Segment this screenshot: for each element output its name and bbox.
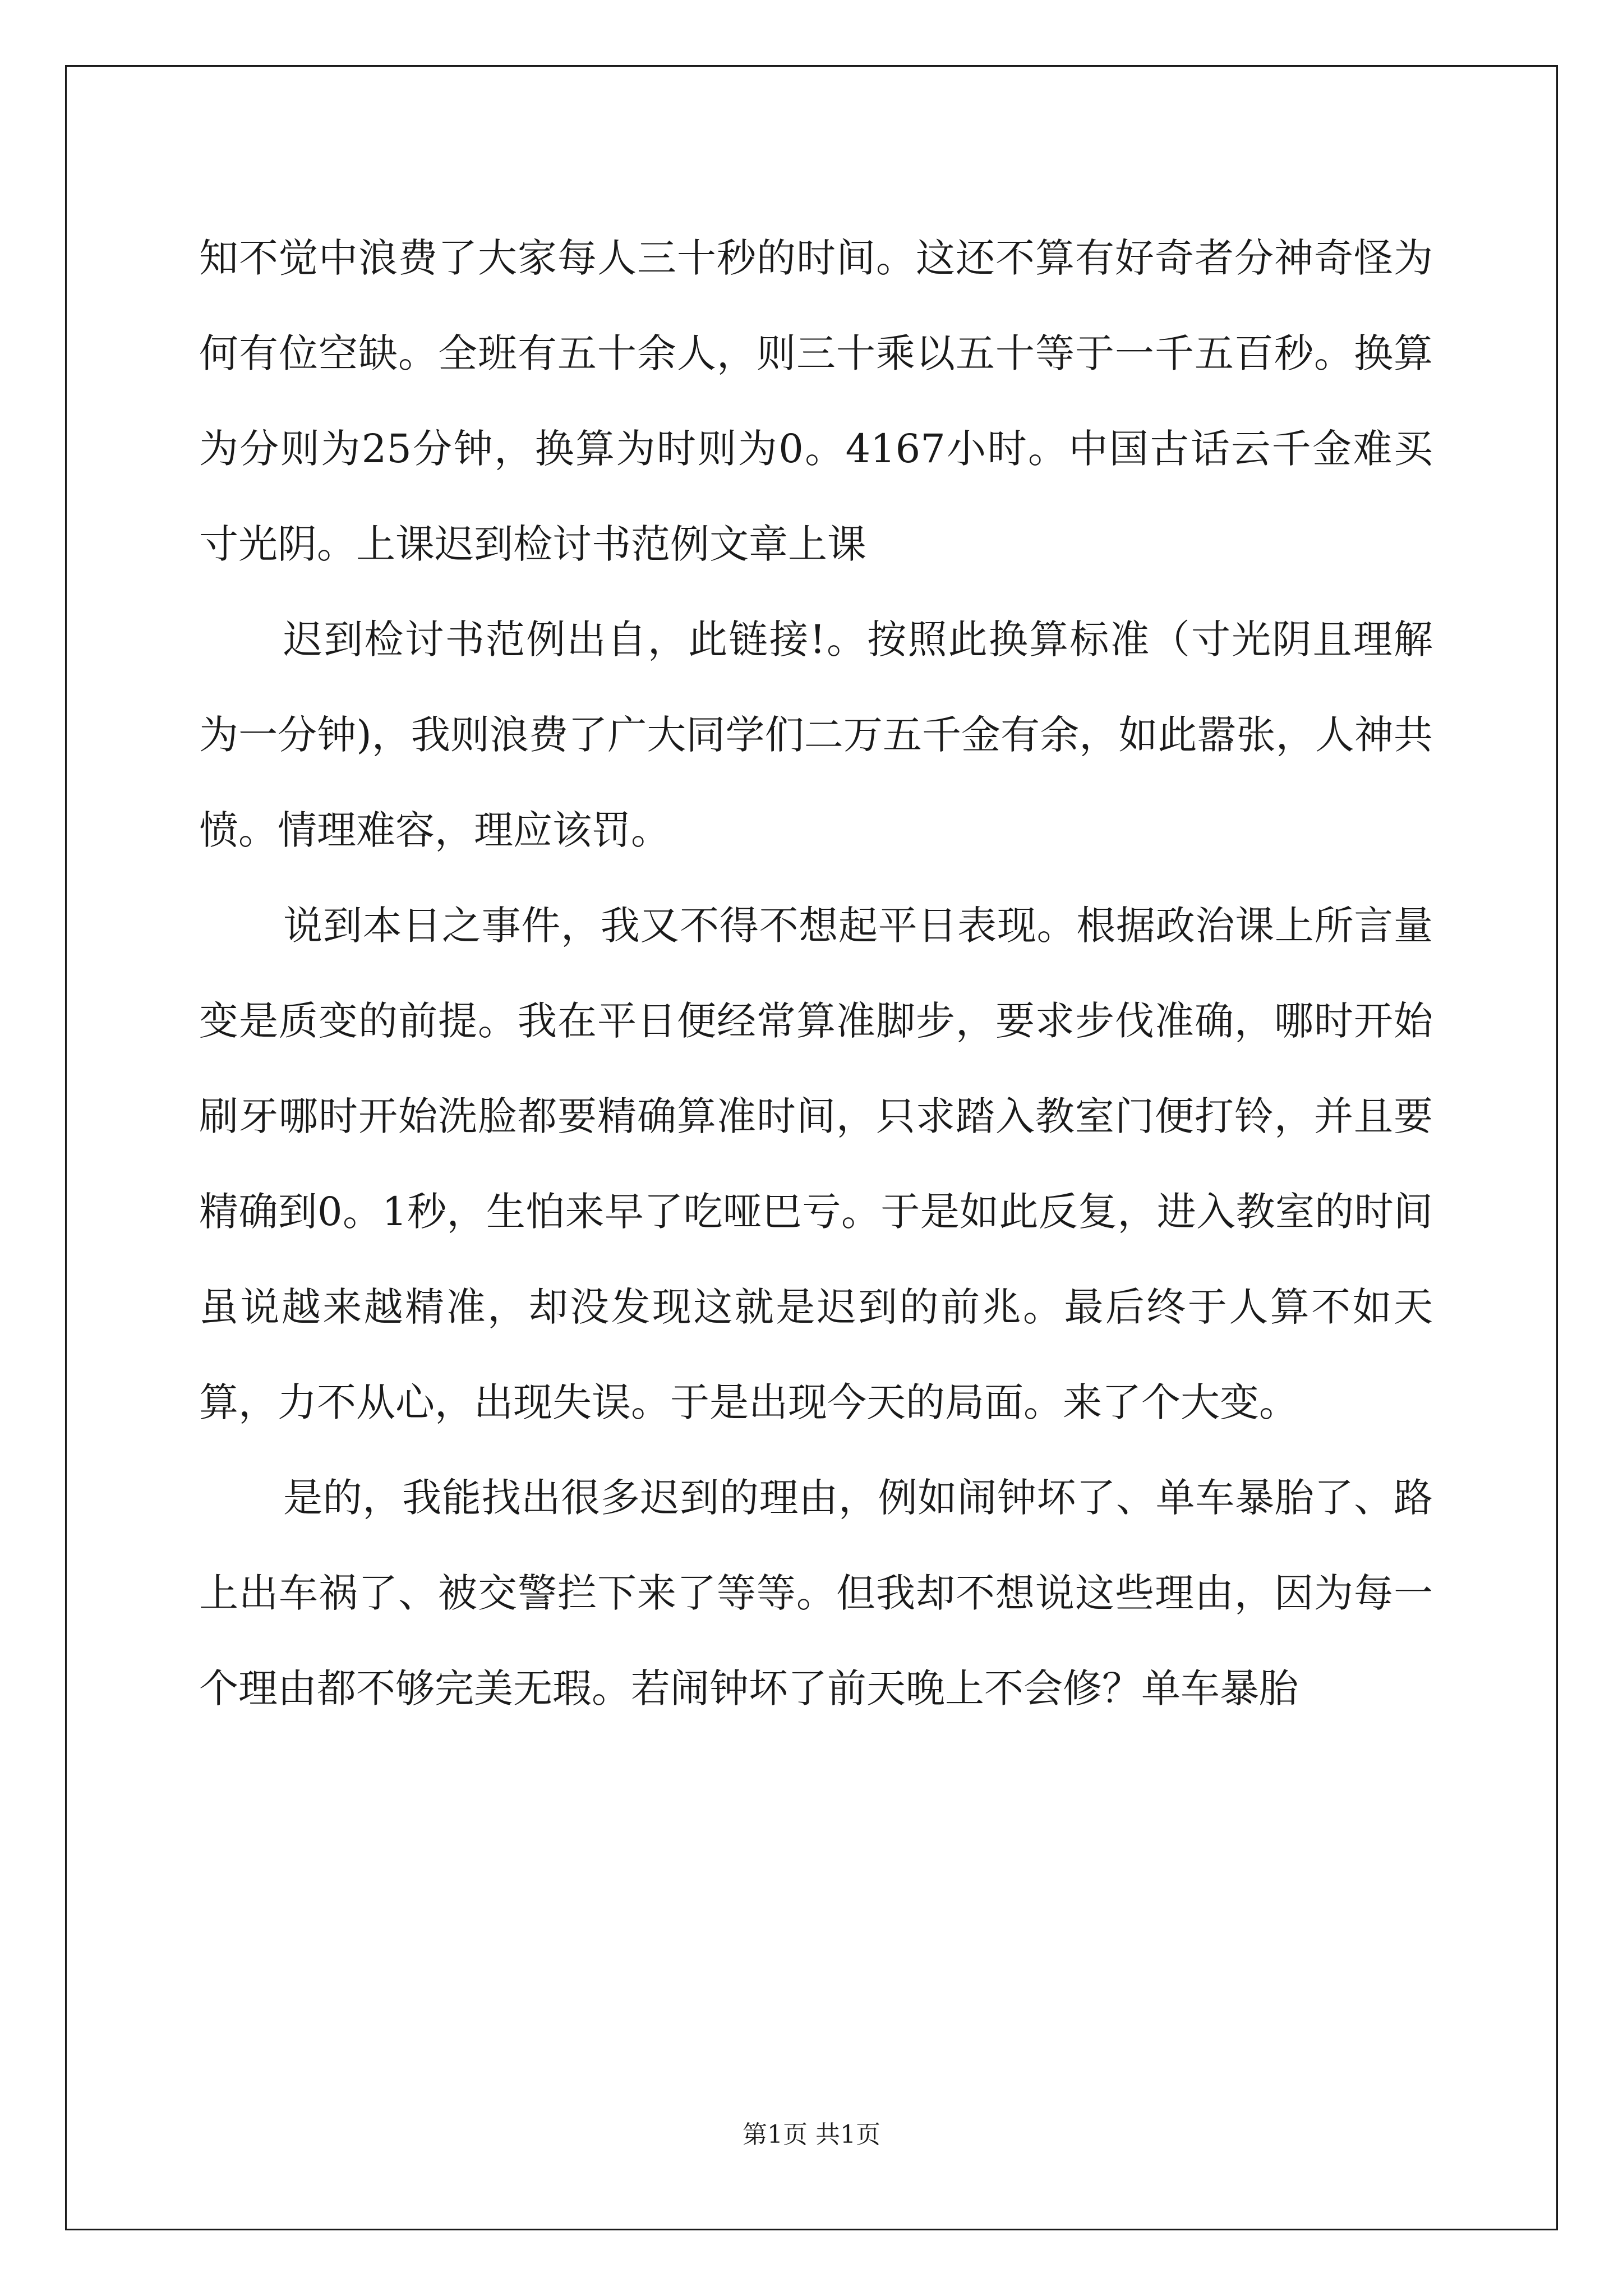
page-number-footer: 第1页 共1页 (743, 2120, 880, 2149)
paragraph-2: 迟到检讨书范例出自，此链接!。按照此换算标准（寸光阴且理解为一分钟)，我则浪费了广大同学们二万五千金有余，如此嚣张，人神共愤。情理难容，理应该罚。 (199, 616, 1433, 853)
document-body (199, 210, 1433, 1736)
paragraph-1: 知不觉中浪费了大家每人三十秒的时间。这还不算有好奇者分神奇怪为何有位空缺。全班有五十余人，则三十乘以五十等于一千五百秒。换算为分则为25分钟，换算为时则为0。4167小时。中国古话云千金难买寸光阴。上课迟到检讨书范例文章上课 (199, 235, 1433, 567)
paragraph-3: 说到本日之事件，我又不得不想起平日表现。根据政治课上所言量变是质变的前提。我在平日便经常算准脚步，要求步伐准确，哪时开始刷牙哪时开始洗脸都要精确算准时间，只求踏入教室门便打铃，并且要精确到0。1秒，生怕来早了吃哑巴亏。于是如此反复，进入教室的时间虽说越来越精准，却没发现这就是迟到的前兆。最后终于人算不如天算，力不从心，出现失误。于是出现今天的局面。来了个大变。 (199, 903, 1433, 1425)
paragraph-4: 是的，我能找出很多迟到的理由，例如闹钟坏了、单车暴胎了、路上出车祸了、被交警拦下来了等等。但我却不想说这些理由，因为每一个理由都不够完美无瑕。若闹钟坏了前天晚上不会修？单车暴胎 (199, 1475, 1433, 1711)
